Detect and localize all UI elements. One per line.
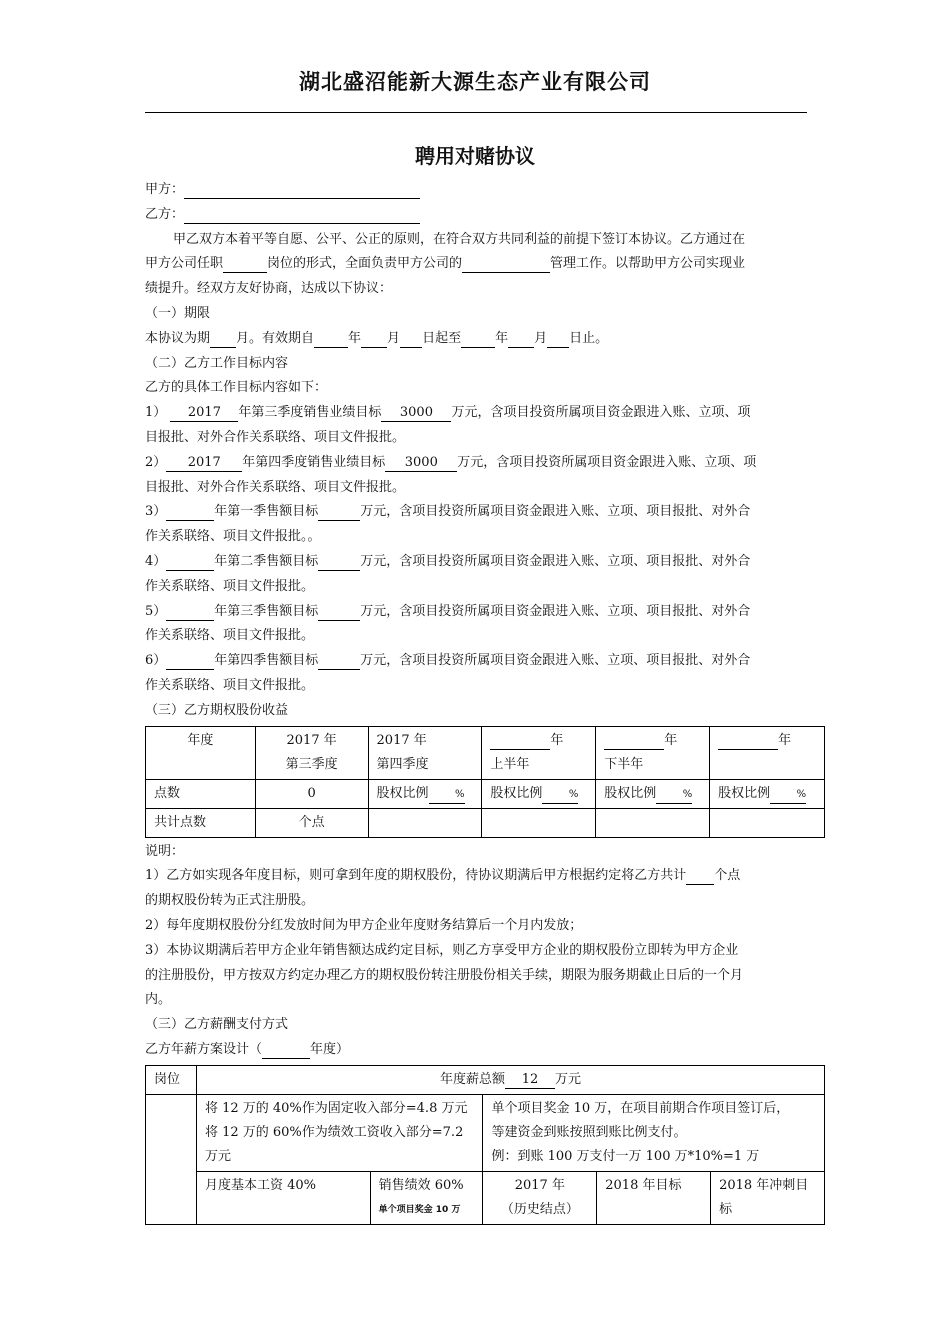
party-b-label: 乙方： xyxy=(145,206,185,222)
points-label: 点数 xyxy=(146,779,256,808)
col-second-half: 年 下半年 xyxy=(596,726,710,779)
ratio-cell: 股权比例 % xyxy=(710,779,825,808)
start-day-blank[interactable] xyxy=(400,331,422,348)
salary-year-blank[interactable] xyxy=(262,1042,310,1059)
section-term-title: （一）期限 xyxy=(145,305,211,321)
section-salary-title: （三）乙方薪酬支付方式 xyxy=(145,1017,289,1033)
party-a-blank[interactable] xyxy=(184,182,420,199)
header-divider xyxy=(145,112,807,113)
end-month-blank[interactable] xyxy=(508,331,534,348)
note-3-end: 内。 xyxy=(145,992,172,1008)
points-value: 0 xyxy=(255,779,368,808)
table-row xyxy=(146,1094,825,1171)
post-header: 岗位 xyxy=(146,1065,197,1094)
monthly-salary: 月度基本工资 40% xyxy=(196,1171,370,1224)
goal-item-6: 6） 年第四季售额目标 万元，含项目投资所属项目资金跟进入账、立项、项目报批、对外合 xyxy=(145,653,751,669)
second-half-year-blank[interactable] xyxy=(604,733,664,750)
start-year-blank[interactable] xyxy=(314,331,348,348)
col-2017-q4: 2017 年 第四季度 xyxy=(368,726,482,779)
party-b-line xyxy=(145,203,807,228)
post-cell xyxy=(146,1094,197,1224)
total-value: 个点 xyxy=(255,808,368,837)
section-equity-title: （三）乙方期权股份收益 xyxy=(145,702,289,718)
ratio-blank[interactable]: % xyxy=(770,787,806,804)
end-day-blank[interactable] xyxy=(547,331,569,348)
term-months-blank[interactable] xyxy=(210,331,236,348)
goal-5-amount[interactable] xyxy=(318,604,360,621)
party-a-line xyxy=(145,178,807,203)
document-title: 聘用对赌协议 xyxy=(415,144,535,168)
goal-2-year[interactable]: 2017 xyxy=(166,455,242,472)
goals-intro: 乙方的具体工作目标内容如下： xyxy=(145,380,328,396)
col-2017-q3: 2017 年 第三季度 xyxy=(255,726,368,779)
year-header: 年度 xyxy=(146,726,256,779)
col-first-half: 年 上半年 xyxy=(482,726,596,779)
goal-item-5: 5） 年第三季售额目标 万元，含项目投资所属项目资金跟进入账、立项、项目报批、对外合 xyxy=(145,603,751,619)
ratio-cell: 股权比例 % xyxy=(368,779,482,808)
note-1-cont: 的期权股份转为正式注册股。 xyxy=(145,893,315,909)
col-extra-year: 年 xyxy=(710,726,825,779)
position-blank[interactable] xyxy=(223,256,267,273)
goal-item-1: 1） 2017 年第三季度销售业绩目标 3000 万元，含项目投资所属项目资金跟进入账、立项、项 xyxy=(145,405,751,421)
notes-title: 说明： xyxy=(145,843,185,859)
annual-total-value[interactable]: 12 xyxy=(505,1072,555,1089)
company-name: 湖北盛沼能新大源生态产业有限公司 xyxy=(299,70,651,94)
party-b-blank[interactable] xyxy=(184,207,420,224)
goal-item-4: 4） 年第二季售额目标 万元，含项目投资所属项目资金跟进入账、立项、项目报批、对外合 xyxy=(145,553,751,569)
goal-3-amount[interactable] xyxy=(318,504,360,521)
ratio-blank[interactable]: % xyxy=(542,787,578,804)
equity-table xyxy=(145,726,825,838)
goal-4-year[interactable] xyxy=(166,554,214,571)
note-3: 3）本协议期满后若甲方企业年销售额达成约定目标，则乙方享受甲方企业的期权股份立即转为甲方企业 xyxy=(145,942,739,958)
year-2017-history: 2017 年 （历史结点） xyxy=(483,1171,597,1224)
salary-design-line: 乙方年薪方案设计（ 年度） xyxy=(145,1041,350,1057)
year-2018-sprint: 2018 年冲刺目标 xyxy=(711,1171,825,1224)
year-2018-target: 2018 年目标 xyxy=(597,1171,711,1224)
goal-item-1-cont: 目报批、对外合作关系联络、项目文件报批。 xyxy=(145,429,406,445)
document-body xyxy=(145,178,807,1225)
management-blank[interactable] xyxy=(462,256,550,273)
end-year-blank[interactable] xyxy=(461,331,495,348)
table-row xyxy=(146,1171,825,1224)
goal-1-year[interactable]: 2017 xyxy=(170,405,238,422)
total-label: 共计点数 xyxy=(146,808,256,837)
start-month-blank[interactable] xyxy=(361,331,387,348)
goal-2-amount[interactable]: 3000 xyxy=(385,455,457,472)
ratio-cell: 股权比例 % xyxy=(482,779,596,808)
goal-6-year[interactable] xyxy=(166,653,214,670)
goal-5-year[interactable] xyxy=(166,604,214,621)
goal-6-amount[interactable] xyxy=(318,653,360,670)
ratio-cell: 股权比例 % xyxy=(596,779,710,808)
goal-item-2-cont: 目报批、对外合作关系联络、项目文件报批。 xyxy=(145,479,406,495)
goal-3-year[interactable] xyxy=(166,504,214,521)
fixed-income-cell: 将 12 万的 40%作为固定收入部分=4.8 万元 将 12 万的 60%作为绩效工资收入部分=7.2 万元 xyxy=(196,1094,483,1171)
goal-item-3-cont: 作关系联络、项目文件报批。。 xyxy=(145,529,321,545)
salary-table xyxy=(145,1065,825,1225)
goal-item-6-cont: 作关系联络、项目文件报批。 xyxy=(145,677,315,693)
section-goals-title: （二）乙方工作目标内容 xyxy=(145,355,289,371)
table-row xyxy=(146,1065,825,1094)
ratio-blank[interactable]: % xyxy=(656,787,692,804)
goal-1-amount[interactable]: 3000 xyxy=(381,405,451,422)
ratio-blank[interactable]: % xyxy=(429,787,465,804)
annual-total-header: 年度薪总额 12 万元 xyxy=(196,1065,824,1094)
goal-item-3: 3） 年第一季售额目标 万元，含项目投资所属项目资金跟进入账、立项、项目报批、对外合 xyxy=(145,504,751,520)
table-row xyxy=(146,808,825,837)
goal-item-2: 2） 2017 年第四季度销售业绩目标 3000 万元，含项目投资所属项目资金跟进入账、立项、项 xyxy=(145,454,757,470)
extra-year-blank[interactable] xyxy=(718,733,778,750)
party-a-label: 甲方： xyxy=(145,182,185,197)
intro-line-2: 甲方公司任职 岗位的形式，全面负责甲方公司的 管理工作。以帮助甲方公司实现业 xyxy=(145,256,746,272)
bonus-cell: 单个项目奖金 10 万，在项目前期合作项目签订后， 等建资金到账按照到账比例支付。 例：到账 100 万支付一万 100 万*10%=1 万 xyxy=(483,1094,825,1171)
goal-item-5-cont: 作关系联络、项目文件报批。 xyxy=(145,628,315,644)
note-1: 1）乙方如实现各年度目标，则可拿到年度的期权股份，待协议期满后甲方根据约定将乙方共计 个点 xyxy=(145,868,741,884)
intro-line-3: 绩提升。经双方友好协商，达成以下协议： xyxy=(145,281,393,297)
table-row xyxy=(146,726,825,779)
total-points-blank[interactable] xyxy=(686,868,714,885)
note-3-cont: 的注册股份，甲方按双方约定办理乙方的期权股份转注册股份相关手续，期限为服务期截止日后的一个月 xyxy=(145,967,744,983)
table-row xyxy=(146,779,825,808)
note-2: 2）每年度期权股份分红发放时间为甲方企业年度财务结算后一个月内发放； xyxy=(145,917,583,933)
goal-4-amount[interactable] xyxy=(318,554,360,571)
first-half-year-blank[interactable] xyxy=(490,733,550,750)
term-line: 本协议为期 月。有效期自 年 月 日起至 年 月 日止。 xyxy=(145,330,609,346)
sales-performance: 销售绩效 60% 单个项目奖金 10 万 xyxy=(370,1171,483,1224)
goal-item-4-cont: 作关系联络、项目文件报批。 xyxy=(145,578,315,594)
intro-line-1: 甲乙双方本着平等自愿、公平、公正的原则，在符合双方共同利益的前提下签订本协议。乙方通过在 xyxy=(173,231,746,247)
